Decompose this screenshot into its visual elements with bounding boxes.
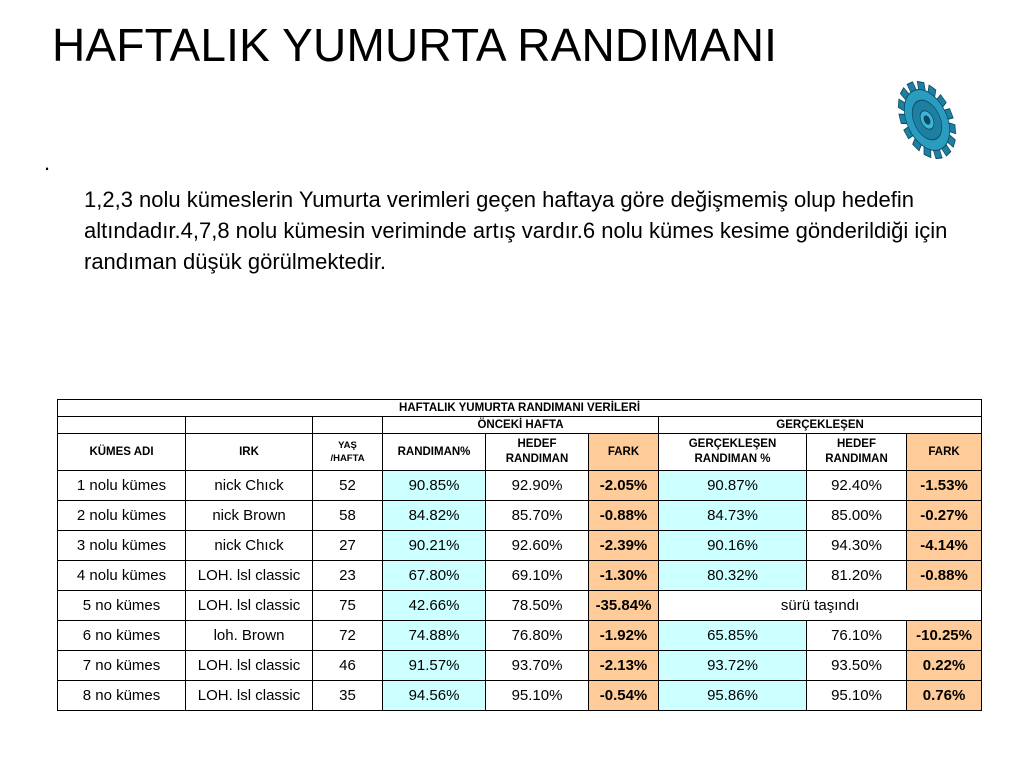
cell-gerceklesen: 90.87% (659, 471, 807, 501)
cell-fark: -0.88% (589, 501, 659, 531)
cell-randiman: 90.85% (383, 471, 486, 501)
cell-yas: 75 (313, 591, 383, 621)
page-title: HAFTALIK YUMURTA RANDIMANI (52, 19, 778, 71)
cell-kumes: 1 nolu kümes (58, 471, 186, 501)
cell-gerceklesen: 90.16% (659, 531, 807, 561)
cell-irk: LOH. lsl classic (186, 651, 313, 681)
empty-cell (186, 417, 313, 434)
header-kumes-adi: KÜMES ADI (58, 434, 186, 471)
description-paragraph: 1,2,3 nolu kümeslerin Yumurta verimleri geçen haftaya göre değişmemiş olup hedefin altındadır.4,7,8 nolu kümesin veriminde artış vardır.6 nolu kümes kesime gönderildiği için randıman düşük görülmektedir. (84, 187, 948, 274)
cell-irk: nick Chıck (186, 531, 313, 561)
cell-yas: 23 (313, 561, 383, 591)
cell-yas: 35 (313, 681, 383, 711)
group-header-actual: GERÇEKLEŞEN (659, 417, 982, 434)
cell-kumes: 2 nolu kümes (58, 501, 186, 531)
cell-hedef-actual: 81.20% (807, 561, 907, 591)
header-randiman: RANDIMAN% (383, 434, 486, 471)
cell-randiman: 91.57% (383, 651, 486, 681)
header-yas-hafta: YAŞ /HAFTA (313, 434, 383, 471)
cell-kumes: 5 no kümes (58, 591, 186, 621)
cell-irk: nick Brown (186, 501, 313, 531)
cell-kumes: 7 no kümes (58, 651, 186, 681)
header-hedef-randiman: HEDEF RANDIMAN (486, 434, 589, 471)
cell-randiman: 42.66% (383, 591, 486, 621)
cell-hedef: 76.80% (486, 621, 589, 651)
cell-gerceklesen: 84.73% (659, 501, 807, 531)
gear-icon (885, 70, 969, 170)
cell-gerceklesen: 65.85% (659, 621, 807, 651)
cell-yas: 72 (313, 621, 383, 651)
cell-kumes: 3 nolu kümes (58, 531, 186, 561)
cell-fark-actual: -0.88% (907, 561, 982, 591)
cell-randiman: 90.21% (383, 531, 486, 561)
cell-fark-actual: -1.53% (907, 471, 982, 501)
cell-hedef: 93.70% (486, 651, 589, 681)
cell-kumes: 4 nolu kümes (58, 561, 186, 591)
empty-cell (313, 417, 383, 434)
cell-irk: loh. Brown (186, 621, 313, 651)
cell-merged-note: sürü taşındı (659, 591, 982, 621)
cell-irk: LOH. lsl classic (186, 681, 313, 711)
table-title: HAFTALIK YUMURTA RANDIMANI VERİLERİ (58, 400, 982, 417)
cell-fark: -2.13% (589, 651, 659, 681)
cell-hedef-actual: 76.10% (807, 621, 907, 651)
cell-gerceklesen: 80.32% (659, 561, 807, 591)
cell-gerceklesen: 95.86% (659, 681, 807, 711)
empty-cell (58, 417, 186, 434)
cell-irk: LOH. lsl classic (186, 561, 313, 591)
cell-hedef-actual: 92.40% (807, 471, 907, 501)
table-row (58, 681, 982, 711)
cell-yas: 46 (313, 651, 383, 681)
table-row (58, 651, 982, 681)
header-fark: FARK (589, 434, 659, 471)
cell-kumes: 8 no kümes (58, 681, 186, 711)
cell-fark: -2.39% (589, 531, 659, 561)
cell-hedef-actual: 85.00% (807, 501, 907, 531)
cell-fark: -35.84% (589, 591, 659, 621)
cell-fark-actual: -4.14% (907, 531, 982, 561)
cell-hedef: 85.70% (486, 501, 589, 531)
cell-irk: LOH. lsl classic (186, 591, 313, 621)
cell-hedef: 92.60% (486, 531, 589, 561)
header-irk: IRK (186, 434, 313, 471)
cell-fark-actual: -0.27% (907, 501, 982, 531)
header-gerceklesen-randiman: GERÇEKLEŞEN RANDIMAN % (659, 434, 807, 471)
cell-randiman: 94.56% (383, 681, 486, 711)
cell-gerceklesen: 93.72% (659, 651, 807, 681)
table-row (58, 591, 982, 621)
bullet-marker: . (44, 150, 51, 175)
cell-fark: -1.30% (589, 561, 659, 591)
cell-fark: -2.05% (589, 471, 659, 501)
cell-yas: 27 (313, 531, 383, 561)
table-row (58, 501, 982, 531)
cell-randiman: 67.80% (383, 561, 486, 591)
cell-hedef: 92.90% (486, 471, 589, 501)
cell-fark: -1.92% (589, 621, 659, 651)
cell-fark: -0.54% (589, 681, 659, 711)
table-row (58, 531, 982, 561)
cell-fark-actual: 0.76% (907, 681, 982, 711)
table-row (58, 561, 982, 591)
cell-randiman: 84.82% (383, 501, 486, 531)
cell-fark-actual: -10.25% (907, 621, 982, 651)
group-header-previous-week: ÖNCEKİ HAFTA (383, 417, 659, 434)
cell-hedef: 78.50% (486, 591, 589, 621)
cell-hedef: 69.10% (486, 561, 589, 591)
egg-yield-table (57, 399, 982, 711)
table-row (58, 621, 982, 651)
cell-hedef-actual: 94.30% (807, 531, 907, 561)
cell-yas: 52 (313, 471, 383, 501)
table-row (58, 471, 982, 501)
cell-hedef: 95.10% (486, 681, 589, 711)
cell-hedef-actual: 95.10% (807, 681, 907, 711)
cell-irk: nick Chıck (186, 471, 313, 501)
cell-kumes: 6 no kümes (58, 621, 186, 651)
cell-yas: 58 (313, 501, 383, 531)
header-hedef-randiman-actual: HEDEF RANDIMAN (807, 434, 907, 471)
cell-randiman: 74.88% (383, 621, 486, 651)
cell-fark-actual: 0.22% (907, 651, 982, 681)
cell-hedef-actual: 93.50% (807, 651, 907, 681)
header-fark-actual: FARK (907, 434, 982, 471)
